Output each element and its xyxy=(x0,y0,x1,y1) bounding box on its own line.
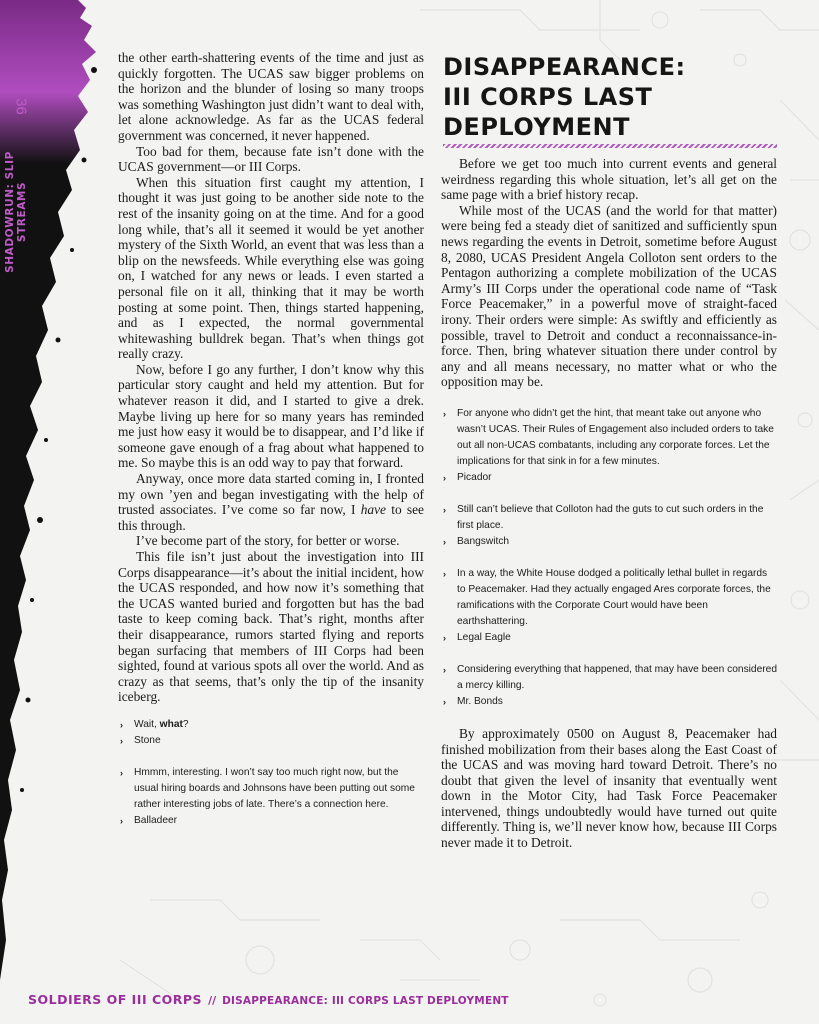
chevron-right-icon: › xyxy=(120,815,123,826)
paragraph: Before we get too much into current events and general weirdness regarding this whole situation, let’s all get on the same page with a brief history recap. xyxy=(441,156,777,203)
footer-section: SOLDIERS OF III CORPS xyxy=(28,992,203,1007)
right-body xyxy=(441,156,777,390)
comment-handle: Picador xyxy=(457,471,492,483)
comment-text: In a way, the White House dodged a politically lethal bullet in regards to Peacemaker. Had they actually engaged Ares corporate forces, the ramifications with the Corporate Court would have been earthshattering. xyxy=(457,567,771,627)
comment-handle: Bangswitch xyxy=(457,535,510,547)
right-comments xyxy=(441,406,777,710)
paragraph: I’ve become part of the story, for better or worse. xyxy=(136,533,400,549)
chevron-right-icon: › xyxy=(120,735,123,746)
comment-block xyxy=(441,406,777,486)
chevron-right-icon: › xyxy=(443,632,446,643)
right-column xyxy=(441,52,777,851)
comment-text: Wait, what? xyxy=(134,718,189,730)
footer-separator: // xyxy=(208,994,217,1007)
chevron-right-icon: › xyxy=(443,472,446,483)
left-comments xyxy=(118,717,424,829)
paragraph: the other earth-shattering events of the time and just as quickly forgotten. The UCAS saw bigger problems on the horizon and the blunder of losing so many troops was something Washington just didn’t want to deal with, let alone acknowledge. As far as the UCAS federal government was concerned, it never happened. xyxy=(118,50,424,143)
chevron-right-icon: › xyxy=(443,696,446,707)
paragraph: Too bad for them, because fate isn’t done with the UCAS government—or III Corps. xyxy=(118,143,424,175)
comment-block xyxy=(118,765,424,829)
chevron-right-icon: › xyxy=(443,568,446,579)
chevron-right-icon: › xyxy=(443,536,446,547)
comment-handle: Balladeer xyxy=(134,814,178,826)
comment-block xyxy=(118,717,424,749)
chevron-right-icon: › xyxy=(120,719,123,730)
comment-block xyxy=(441,662,777,710)
chevron-right-icon: › xyxy=(443,664,446,675)
paragraph: By approximately 0500 on August 8, Peacemaker had finished mobilization from their bases along the East Coast of the UCAS and was moving hard toward Detroit. There’s no doubt that given the level of insanity that eventually went down in the Motor City, had Task Force Peacemaker intervened, things undoubtedly would have turned out quite differently. Thing is, we’ll never know how, because III Corps never made it to Detroit. xyxy=(441,725,777,851)
chevron-right-icon: › xyxy=(443,504,446,515)
comment-text: Considering everything that happened, that may have been considered a mercy killing. xyxy=(457,663,777,691)
paragraph-anyway: Anyway, once more data started coming in, I fronted my own ’yen and began investigating with the help of trusted associates. I’ve come so far now, I have to see this through. xyxy=(118,471,424,533)
comment-text: For anyone who didn’t get the hint, that meant take out anyone who wasn’t UCAS. Their Rules of Engagement also included orders to take out all non-UCAS combatants, including any corporate forces. Let the implications for that sink in for a few minutes. xyxy=(457,407,774,467)
comment-handle: Mr. Bonds xyxy=(457,695,503,707)
series-tag: SHADOWRUN: SLIP STREAMS xyxy=(4,151,28,273)
comment-handle: Legal Eagle xyxy=(457,631,511,643)
footer-chapter: DISAPPEARANCE: III CORPS LAST DEPLOYMENT xyxy=(222,995,509,1007)
comment-block xyxy=(441,502,777,550)
paragraph: This file isn’t just about the investigation into III Corps disappearance—it’s about the initial incident, how the UCAS responded, and how now it’s something that the UCAS wanted buried and forgotten but has the bad taste to keep coming back. That’s right, months after their disappearance, rumors started flying and reports began surfacing that members of III Corps had been sighted, found at various spots all over the world. And as crazy as that seems, that’s only the tip of the insanity iceberg. xyxy=(118,549,424,705)
comment-text: Hmmm, interesting. I won’t say too much right now, but the usual hiring boards and Johnsons have been putting out some rather interesting jobs of late. There’s a connection here. xyxy=(134,766,415,810)
left-body xyxy=(118,50,424,705)
page-number: 36 xyxy=(12,98,30,115)
comment-text: Still can’t believe that Colloton had the guts to cut such orders in the first place. xyxy=(457,503,764,531)
chevron-right-icon: › xyxy=(120,767,123,778)
comment-handle: Stone xyxy=(134,734,161,746)
chevron-right-icon: › xyxy=(443,408,446,419)
left-column xyxy=(118,50,424,845)
right-body-closing xyxy=(441,726,777,851)
paragraph: When this situation first caught my attention, I thought it was just going to be another side note to the rest of the insanity going on at the time. And for a good long while, that’s all it seemed it would be yet another mystery of the Sixth World, an event that was less than a blip on the newsfeeds. While everything else was going on, I watched for any news or leads. I even started a personal file on it all, thinking that it may be worth posting at some point. Then, things started happening, and as I expected, the normal governmental whitewashing bulldrek began. That’s when things got really crazy. xyxy=(118,174,424,362)
paragraph: While most of the UCAS (and the world for that matter) were being fed a steady diet of sanitized and sufficiently spun news regarding the events in Detroit, sometime before August 8, 2080, UCAS President Angela Colloton sent orders to the Pentagon authorizing a complete mobilization of the UCAS Army’s III Corps under the operational code name of “Task Force Peacemaker,” in a powerful move of straight-faced irony. Their orders were simple: As swiftly and efficiently as possible, travel to Detroit and conduct a reconnaissance-in-force. Then, bring whatever situation there under control by any and all means necessary, no matter what or who the opposition may be. xyxy=(441,202,777,390)
headline-underline xyxy=(443,144,777,148)
running-footer xyxy=(28,989,509,1008)
paragraph: Now, before I go any further, I don’t know why this particular story caught and held my attention. But for whatever reason it did, and I started to give a drek. Maybe living up here for so many years has reminded me just how easy it would be to disappear, and I’d like if someone gave enough of a frag about what happened to me. So maybe this is an odd way to pay that forward. xyxy=(118,361,424,471)
emphasis: have xyxy=(360,502,386,518)
section-headline: DISAPPEARANCE: III CORPS LAST DEPLOYMENT xyxy=(443,53,686,141)
comment-block xyxy=(441,566,777,646)
